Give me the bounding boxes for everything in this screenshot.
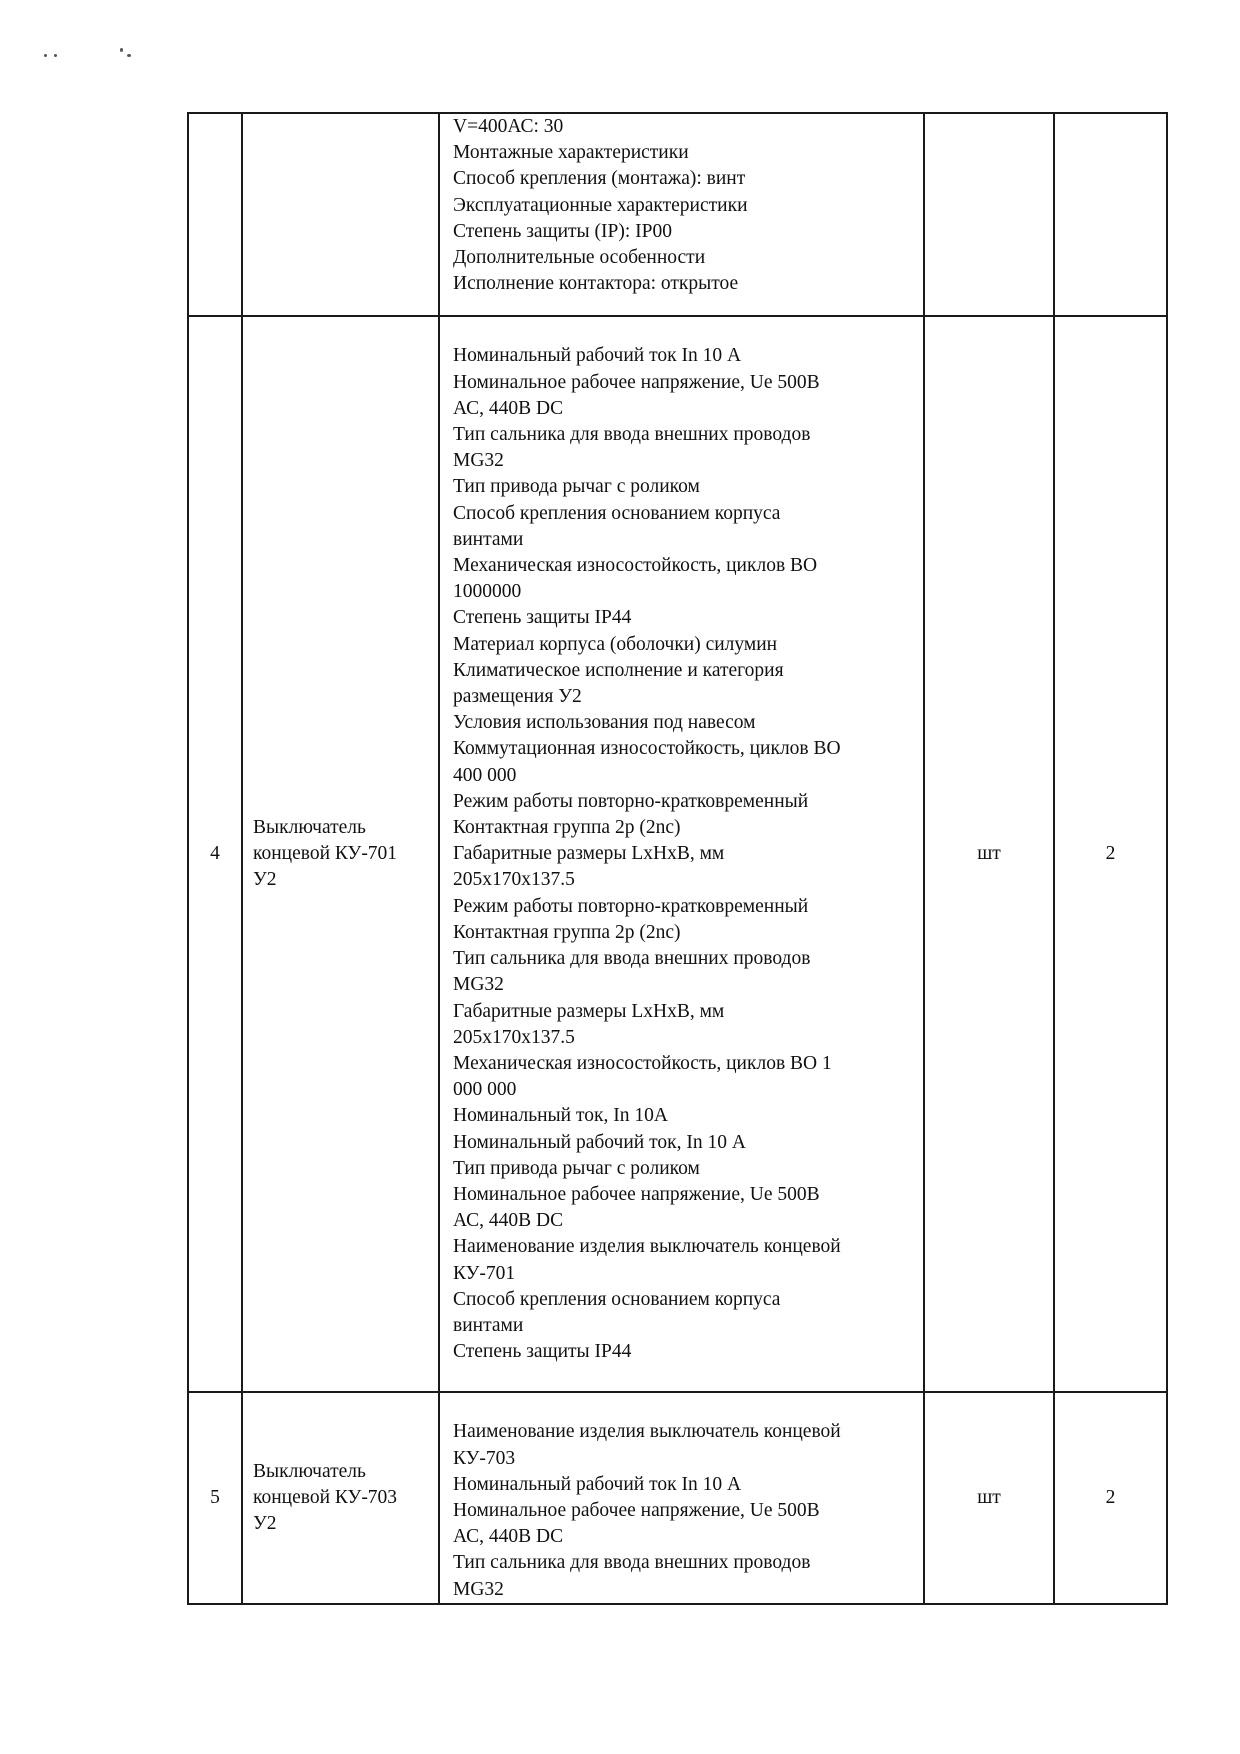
scan-speck (127, 54, 131, 57)
table-row (188, 113, 1167, 316)
unit-cell: шт (924, 1392, 1054, 1603)
spec-line: Тип сальника для ввода внешних проводов (453, 948, 811, 970)
item-name-cell (242, 316, 439, 1392)
spec-line: Дополнительные особенности (453, 247, 706, 269)
spec-line: Монтажные характеристики (453, 142, 689, 164)
spec-line: Наименование изделия выключатель концевой (453, 1236, 841, 1258)
item-name-line: У2 (253, 869, 277, 891)
spec-line: MG32 (453, 450, 504, 472)
spec-line: Тип привода рычаг с роликом (453, 1157, 700, 1179)
unit-cell: шт (924, 316, 1054, 1392)
quantity-cell: 2 (1054, 1392, 1167, 1603)
spec-line: MG32 (453, 1578, 504, 1600)
quantity-cell (1054, 113, 1167, 316)
spec-line: винтами (453, 1314, 524, 1336)
spec-line: Тип привода рычаг с роликом (453, 476, 700, 498)
spec-line: 205x170x137.5 (453, 869, 575, 891)
item-name-line: У2 (253, 1513, 277, 1535)
spec-line: Степень защиты IP44 (453, 607, 632, 629)
spec-line: Режим работы повторно-кратковременный (453, 790, 809, 812)
scan-speck (44, 54, 47, 57)
spec-line: Тип сальника для ввода внешних проводов (453, 1552, 811, 1574)
row-number-cell: 5 (188, 1392, 242, 1603)
spec-line: 000 000 (453, 1079, 517, 1101)
spec-line: Контактная группа 2р (2nc) (453, 921, 681, 943)
item-spec-cell (439, 316, 924, 1392)
specification-table (187, 112, 1168, 1605)
spec-line: винтами (453, 528, 524, 550)
spec-line: Номинальное рабочее напряжение, Ue 500В (453, 1183, 820, 1205)
spec-lines (453, 1419, 915, 1602)
item-name-cell (242, 1392, 439, 1603)
row-number-cell: 4 (188, 316, 242, 1392)
table-row (188, 1392, 1167, 1603)
spec-line: Коммутационная износостойкость, циклов ВО (453, 738, 841, 760)
spec-line: Режим работы повторно-кратковременный (453, 895, 809, 917)
scan-speck (54, 54, 57, 57)
spec-line: Климатическое исполнение и категория (453, 659, 784, 681)
spec-line: Эксплуатационные характеристики (453, 194, 748, 216)
item-name-line: Выключатель (253, 1460, 366, 1482)
spec-line: КУ-701 (453, 1262, 516, 1284)
spec-line: Габаритные размеры LxHxB, мм (453, 1000, 725, 1022)
spec-line: Тип сальника для ввода внешних проводов (453, 424, 811, 446)
item-name-line: концевой КУ-703 (253, 1486, 398, 1508)
spec-line: Материал корпуса (оболочки) силумин (453, 633, 778, 655)
spec-line: КУ-703 (453, 1447, 516, 1469)
spec-line: Способ крепления (монтажа): винт (453, 168, 746, 190)
spec-line: АС, 440В DC (453, 397, 564, 419)
spec-line: V=400АС: 30 (453, 116, 564, 137)
spec-lines (453, 343, 915, 1365)
spec-line: Исполнение контактора: открытое (453, 273, 739, 295)
spec-line: MG32 (453, 974, 504, 996)
spec-line: Степень защиты IP44 (453, 1341, 632, 1363)
unit-cell (924, 113, 1054, 316)
spec-line: АС, 440В DC (453, 1526, 564, 1548)
spec-line: Номинальное рабочее напряжение, Ue 500В (453, 371, 820, 393)
spec-line: Механическая износостойкость, циклов ВО 1 (453, 1052, 832, 1074)
spec-line: Номинальный ток, In 10А (453, 1105, 668, 1127)
quantity-cell: 2 (1054, 316, 1167, 1392)
spec-line: Наименование изделия выключатель концевой (453, 1421, 841, 1443)
spec-line: Номинальный рабочий ток, In 10 А (453, 1131, 746, 1153)
spec-line: Степень защиты (IP): IP00 (453, 220, 672, 242)
item-name-line: концевой КУ-701 (253, 843, 398, 865)
spec-line: АС, 440В DC (453, 1210, 564, 1232)
spec-line: Габаритные размеры LxHxB, мм (453, 843, 725, 865)
item-spec-cell (439, 1392, 924, 1603)
spec-lines (453, 114, 915, 297)
spec-line: Механическая износостойкость, циклов ВО (453, 555, 818, 577)
spec-line: Номинальный рабочий ток In 10 А (453, 345, 742, 367)
spec-line: 205x170x137.5 (453, 1026, 575, 1048)
spec-line: Контактная группа 2р (2nc) (453, 817, 681, 839)
spec-line: размещения У2 (453, 686, 582, 708)
item-name-line: Выключатель (253, 817, 366, 839)
spec-line: Условия использования под навесом (453, 712, 756, 734)
item-name-cell (242, 113, 439, 316)
table-row (188, 316, 1167, 1392)
scan-speck (120, 48, 123, 52)
item-spec-cell (439, 113, 924, 316)
spec-line: Способ крепления основанием корпуса (453, 502, 781, 524)
spec-line: Способ крепления основанием корпуса (453, 1288, 781, 1310)
spec-line: Номинальный рабочий ток In 10 А (453, 1473, 742, 1495)
spec-line: Номинальное рабочее напряжение, Ue 500В (453, 1499, 820, 1521)
row-number-cell (188, 113, 242, 316)
spec-line: 400 000 (453, 764, 517, 786)
spec-line: 1000000 (453, 581, 522, 603)
